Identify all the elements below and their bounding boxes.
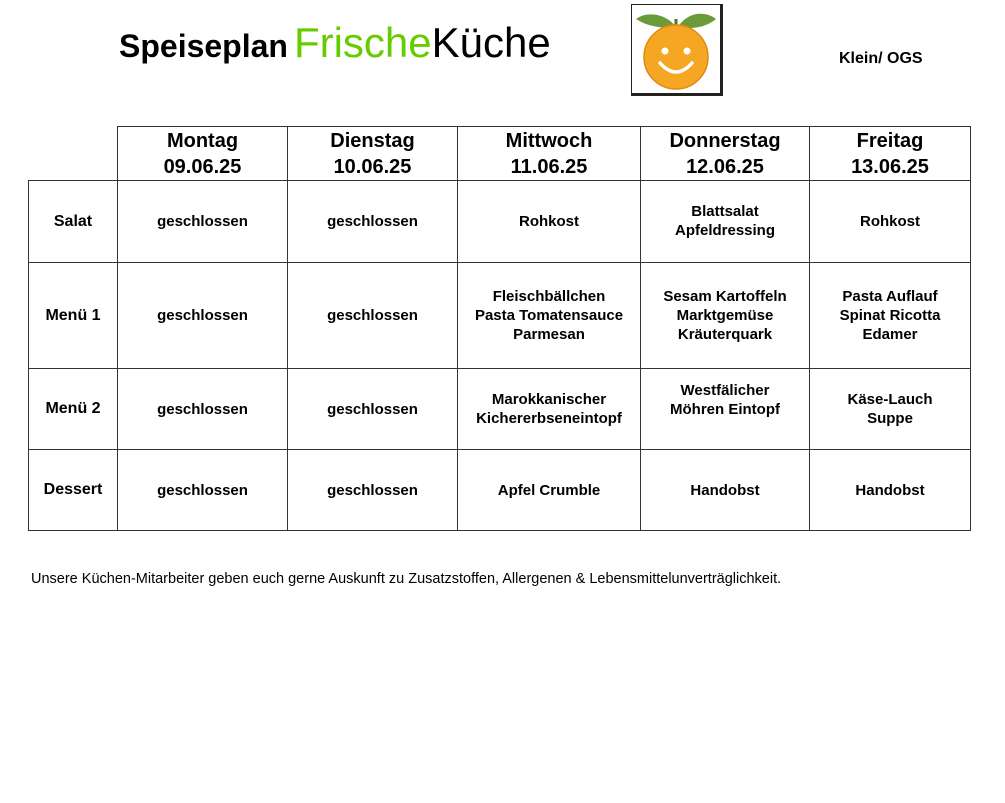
menu-cell [288,369,458,450]
dish-line: Pasta Tomatensauce [474,307,624,324]
day-date: 09.06.25 [163,155,242,178]
dish-line: Käse-Lauch [847,391,933,408]
day-name: Montag [166,129,239,152]
menu-cell [810,450,971,531]
dish-line: Rohkost [519,213,579,230]
menu-cell [118,263,288,369]
dish-line: Apfel Crumble [497,481,601,499]
dish-line: geschlossen [327,213,418,230]
day-header-friday [810,127,971,181]
menu-cell [458,181,641,263]
day-header-wednesday [458,127,641,181]
menu-cell [641,263,810,369]
day-header-monday [118,127,288,181]
row-label: Menü 2 [29,369,118,450]
day-name: Mittwoch [505,129,593,152]
dish-line: geschlossen [327,481,418,499]
menu-cell [810,369,971,450]
menu-cell [118,369,288,450]
menu-cell [118,181,288,263]
title-speiseplan: Speiseplan [119,28,288,64]
day-header-tuesday [288,127,458,181]
dish-line: Rohkost [860,213,920,230]
dish-line: Handobst [690,481,760,499]
row-label: Dessert [29,450,118,531]
dish-line: Kichererbseneintopf [476,410,622,427]
page-title [119,19,551,66]
allergen-note: Unsere Küchen-Mitarbeiter geben euch gerne Auskunft zu Zusatzstoffen, Allergenen & Lebensmittelunverträglichkeit. [31,571,782,587]
row-label: Salat [29,181,118,263]
menu-cell [641,181,810,263]
dish-line: Apfeldressing [674,222,776,239]
day-date: 11.06.25 [510,155,588,178]
menu-cell [641,369,810,450]
day-date: 13.06.25 [851,155,929,178]
row-label: Menü 1 [29,263,118,369]
dish-line: Fleischbällchen [492,288,606,305]
dish-line: Spinat Ricotta [839,307,941,324]
day-header-row [29,127,971,181]
day-name: Freitag [856,129,924,152]
menu-cell [288,181,458,263]
title-frische: Frische [293,19,432,66]
dish-line: geschlossen [157,213,248,230]
table-row-dessert [29,450,971,531]
day-date: 12.06.25 [686,155,764,178]
dish-line: geschlossen [327,400,418,418]
dish-line: Suppe [867,410,913,427]
menu-cell [288,263,458,369]
menu-cell [810,181,971,263]
dish-line: Marktgemüse [676,307,774,324]
day-name: Dienstag [330,129,415,152]
smiling-orange-icon [631,4,723,96]
menu-cell [810,263,971,369]
menu-cell [118,450,288,531]
meal-plan-table [28,126,971,531]
title-kueche: Küche [431,19,551,66]
menu-cell [458,450,641,531]
menu-cell [288,450,458,531]
dish-line: Blattsalat [691,203,759,220]
menu-cell [641,450,810,531]
day-name: Donnerstag [669,129,781,152]
day-header-thursday [641,127,810,181]
day-date: 10.06.25 [333,155,412,178]
dish-line: geschlossen [327,307,418,324]
corner-cell [29,127,118,181]
dish-line: Edamer [862,326,918,343]
dish-line: geschlossen [157,307,248,324]
dish-line: Parmesan [513,326,585,343]
dish-line: Sesam Kartoffeln [663,288,787,305]
dish-line: Westfälicher [680,382,770,399]
menu-cell [458,263,641,369]
group-label: Klein/ OGS [839,50,923,67]
table-row-salat [29,181,971,263]
dish-line: geschlossen [157,400,248,418]
dish-line: Kräuterquark [677,326,773,343]
menu-cell [458,369,641,450]
dish-line: geschlossen [157,481,248,499]
dish-line: Handobst [855,481,925,499]
dish-line: Marokkanischer [491,391,607,408]
table-row-menu2 [29,369,971,450]
table-row-menu1 [29,263,971,369]
dish-line: Pasta Auflauf [842,288,938,305]
dish-line: Möhren Eintopf [670,401,780,418]
